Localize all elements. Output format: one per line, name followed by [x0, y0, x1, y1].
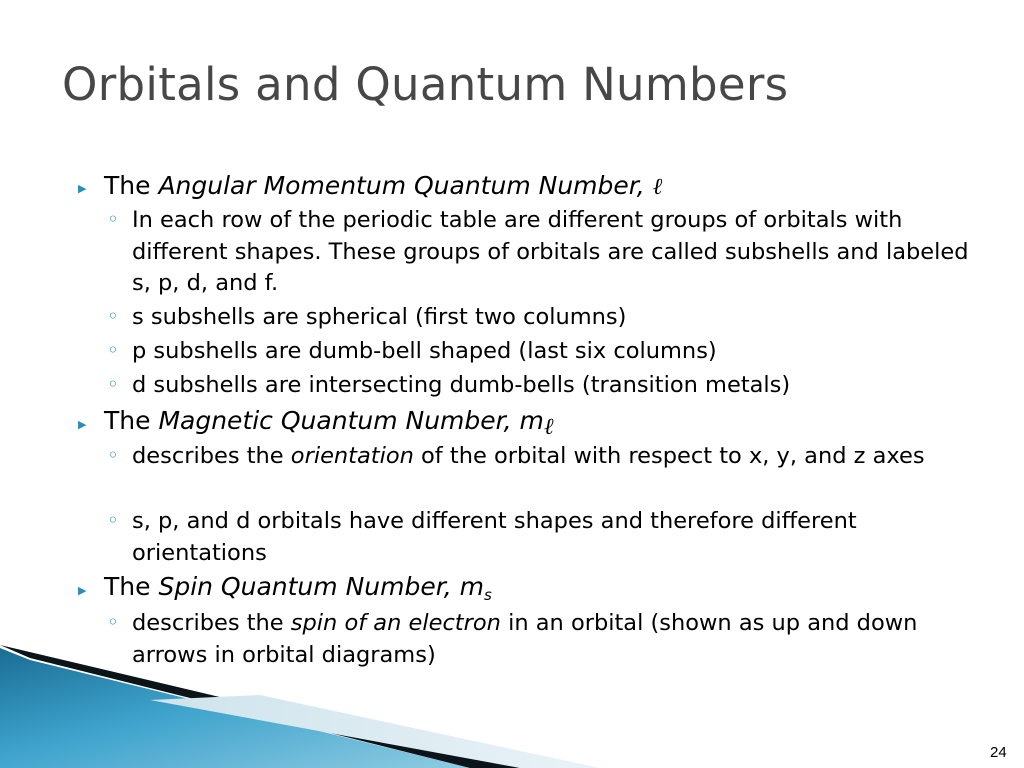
list-item: In each row of the periodic table are different groups of orbitals with different shapes. These groups of orbitals are called subshells and labeled s, p, d, and f.: [132, 207, 969, 296]
heading-term: Spin Quantum Number, m: [158, 572, 484, 601]
list-item: describes the orientation of the orbital with respect to x, y, and z axes: [132, 443, 925, 469]
circle-sub-bullet-icon: ◦: [107, 304, 119, 328]
circle-sub-bullet-icon: ◦: [107, 508, 119, 532]
list-item: describes the spin of an electron in an orbital (shown as up and down arrows in orbital diagrams): [132, 610, 918, 668]
list-item: p subshells are dumb-bell shaped (last six columns): [132, 338, 717, 364]
heading-lead: The: [104, 572, 159, 601]
list-item: d subshells are intersecting dumb-bells (transition metals): [132, 372, 791, 398]
heading-lead: The: [104, 171, 159, 200]
s-subscript: s: [483, 586, 492, 604]
emphasis-text: spin of an electron: [290, 610, 501, 636]
slide-title: Orbitals and Quantum Numbers: [62, 58, 789, 111]
page-number: 24: [990, 744, 1007, 761]
ell-symbol: ℓ: [652, 174, 663, 200]
circle-sub-bullet-icon: ◦: [107, 338, 119, 362]
ell-subscript: ℓ: [543, 414, 554, 440]
heading-lead: The: [104, 406, 159, 435]
circle-sub-bullet-icon: ◦: [107, 443, 119, 467]
list-item: s, p, and d orbitals have different shapes and therefore different orientations: [132, 508, 857, 566]
heading-term: Angular Momentum Quantum Number,: [158, 171, 645, 200]
circle-sub-bullet-icon: ◦: [107, 372, 119, 396]
circle-sub-bullet-icon: ◦: [107, 207, 119, 231]
emphasis-text: orientation: [290, 443, 414, 469]
circle-sub-bullet-icon: ◦: [107, 610, 119, 634]
list-item: s subshells are spherical (first two columns): [132, 304, 627, 330]
heading-term: Magnetic Quantum Number, m: [158, 406, 544, 435]
